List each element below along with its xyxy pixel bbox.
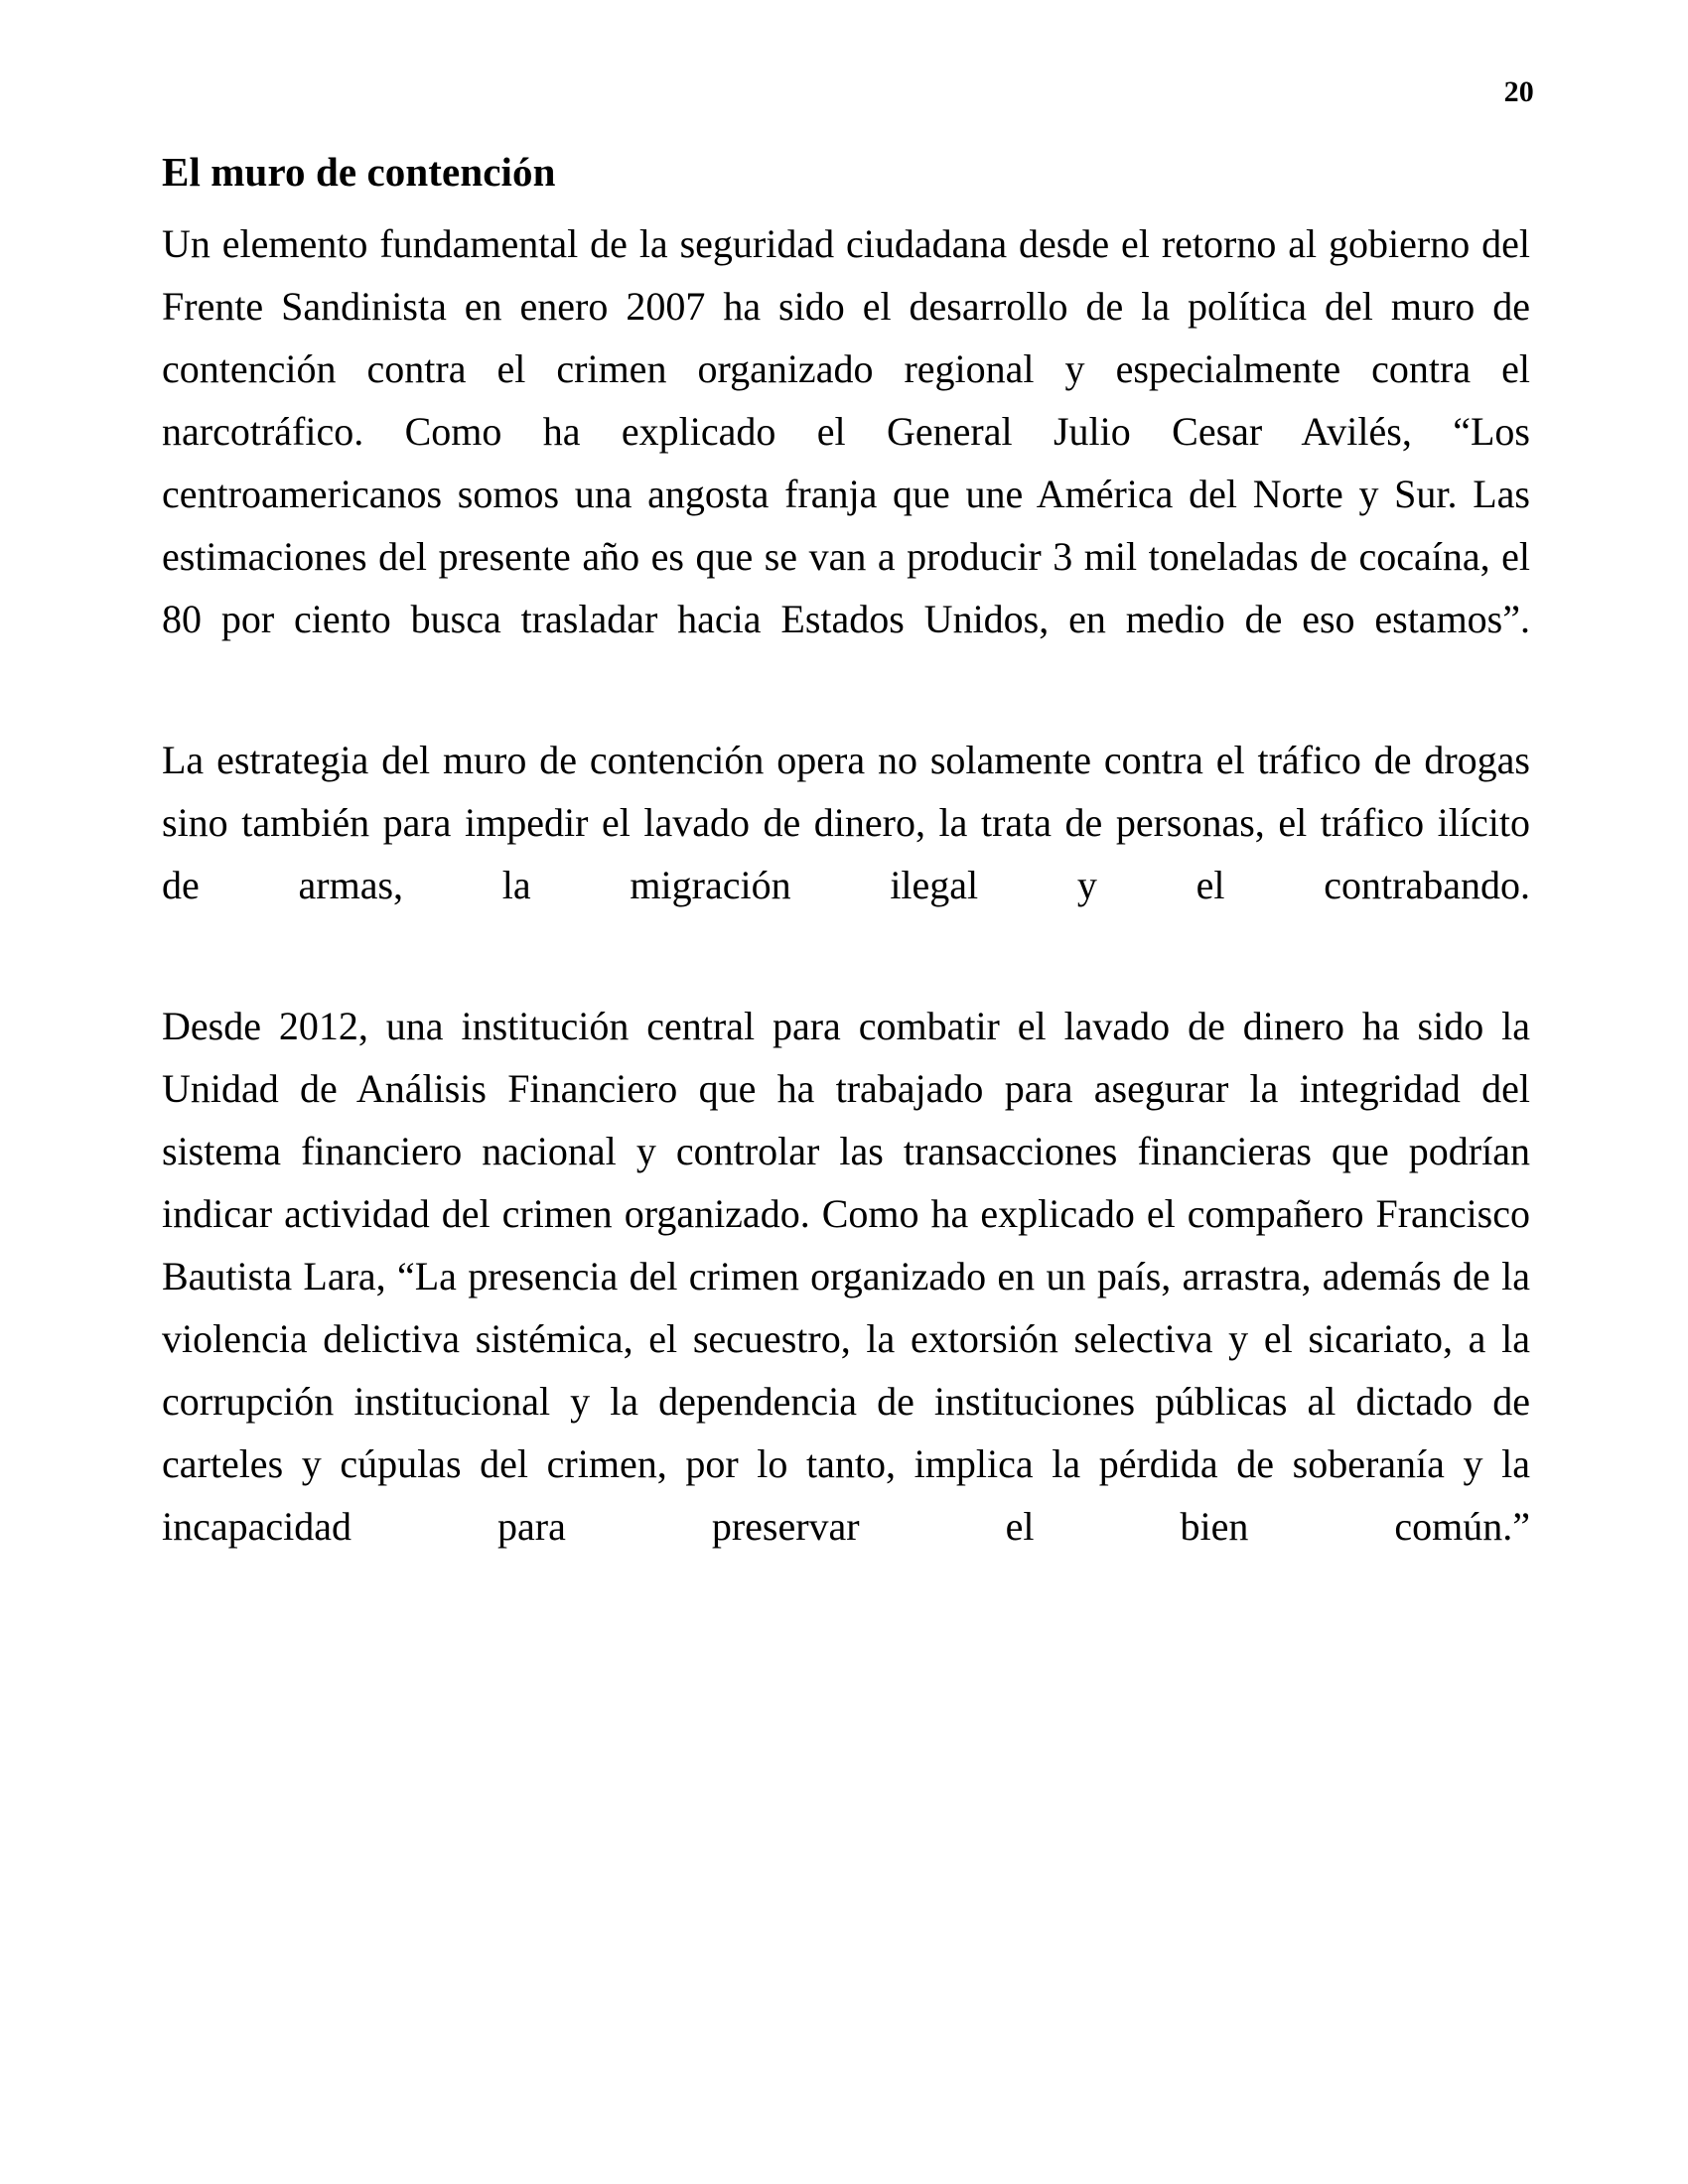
section-heading: El muro de contención xyxy=(162,149,556,195)
text-column xyxy=(162,147,1530,1620)
page-number: 20 xyxy=(1503,75,1534,108)
body-paragraph: Desde 2012, una institución central para combatir el lavado de dinero ha sido la Unidad de Análisis Financiero que ha trabajado para asegurar la integridad del sistema financiero nacional y controlar las transacciones financieras que podrían indicar actividad del crimen organizado. Como ha explicado el compañero Francisco Bautista Lara, “La presencia del crimen organizado en un país, arrastra, además de la violencia delictiva sistémica, el secuestro, la extorsión selectiva y el sicariato, a la corrupción institucional y la dependencia de instituciones públicas al dictado de carteles y cúpulas del crimen, por lo tanto, implica la pérdida de soberanía y la incapacidad para preservar el bien común.” xyxy=(162,1004,1530,1550)
body-paragraph: La estrategia del muro de contención opera no solamente contra el tráfico de drogas sino también para impedir el lavado de dinero, la trata de personas, el tráfico ilícito de armas, la migración ilegal y el contrabando. xyxy=(162,738,1530,908)
body-paragraph: Un elemento fundamental de la seguridad ciudadana desde el retorno al gobierno del Frente Sandinista en enero 2007 ha sido el desarrollo de la política del muro de contención contra el crimen organizado regional y especialmente contra el narcotráfico. Como ha explicado el General Julio Cesar Avilés, “Los centroamericanos somos una angosta franja que une América del Norte y Sur. Las estimaciones del presente año es que se van a producir 3 mil toneladas de cocaína, el 80 por ciento busca trasladar hacia Estados Unidos, en medio de eso estamos”. xyxy=(162,221,1530,642)
